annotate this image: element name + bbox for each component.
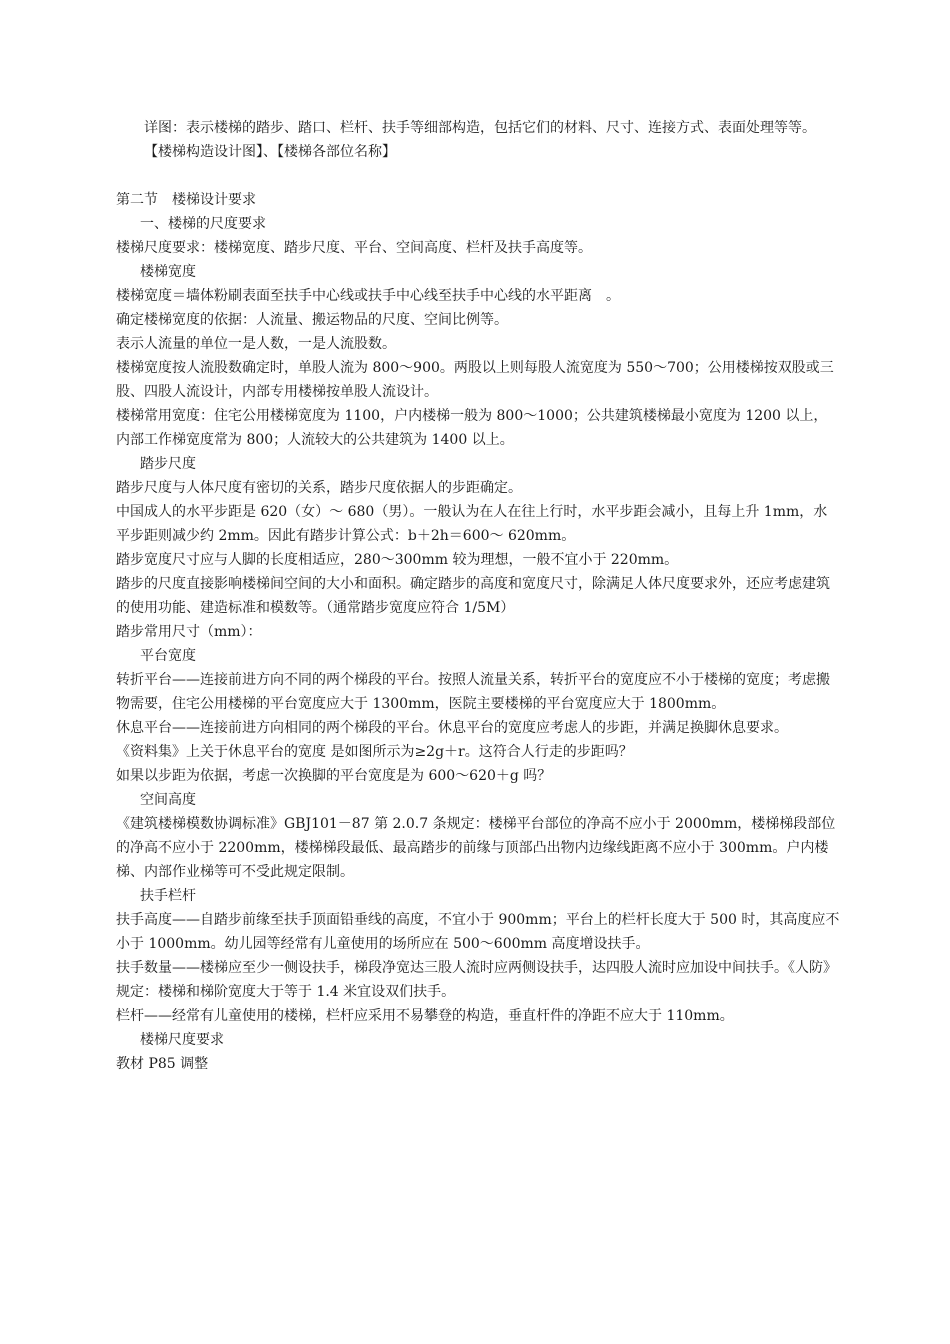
detail-paragraph: 详图：表示楼梯的踏步、踏口、栏杆、扶手等细部构造，包括它们的材料、尺寸、连接方式、表面处理等等。 — [144, 120, 816, 136]
heading-step-size: 踏步尺度 — [140, 456, 196, 472]
heading-scale-requirements: 楼梯尺度要求 — [140, 1032, 224, 1048]
reference-links: 【楼梯构造设计图】、【楼梯各部位名称】 — [144, 144, 396, 160]
heading-handrail: 扶手栏杆 — [140, 888, 196, 904]
document-body — [116, 116, 841, 1076]
spacer — [116, 164, 841, 188]
width-by-streams: 楼梯宽度按人流股数确定时，单股人流为 800～900。两股以上则每股人流宽度为 550～700；公用楼梯按双股或三股、四股人流设计，内部专用楼梯按单股人流设计。 — [116, 360, 834, 400]
step-influence: 踏步的尺度直接影响楼梯间空间的大小和面积。确定踏步的高度和宽度尺寸，除满足人体尺度要求外，还应考虑建筑的使用功能、建造标准和模数等。（通常踏步宽度应符合 1/5M） — [116, 576, 830, 616]
heading-headroom: 空间高度 — [140, 792, 196, 808]
heading-platform-width: 平台宽度 — [140, 648, 196, 664]
textbook-reference: 教材 P85 调整 — [116, 1056, 209, 1072]
handrail-count: 扶手数量——楼梯应至少一侧设扶手，梯段净宽达三股人流时应两侧设扶手，达四股人流时应加设中间扶手。《人防》规定：楼梯和梯阶宽度大于等于 1.4 米宜设双们扶手。 — [116, 960, 837, 1000]
scale-requirements: 楼梯尺度要求：楼梯宽度、踏步尺度、平台、空间高度、栏杆及扶手高度等。 — [116, 240, 592, 256]
rest-platform: 休息平台——连接前进方向相同的两个梯段的平台。休息平台的宽度应考虑人的步距，并满足换脚休息要求。 — [116, 720, 788, 736]
width-basis: 确定楼梯宽度的依据：人流量、搬运物品的尺度、空间比例等。 — [116, 312, 508, 328]
headroom-rule: 《建筑楼梯模数协调标准》GBJ101－87 第 2.0.7 条规定：楼梯平台部位的净高不应小于 2000mm，楼梯梯段部位的净高不应小于 2200mm，楼梯梯段最低、最高踏步的前缘与顶部凸出物内边缘线距离不应小于 300mm。户内楼梯、内部作业梯等可不受此规定限制。 — [116, 816, 836, 880]
width-definition: 楼梯宽度＝墙体粉刷表面至扶手中心线或扶手中心线至扶手中心线的水平距离 。 — [116, 288, 620, 304]
railing-rule: 栏杆——经常有儿童使用的楼梯，栏杆应采用不易攀登的构造，垂直杆件的净距不应大于 110mm。 — [116, 1008, 734, 1024]
section-title: 第二节 楼梯设计要求 — [116, 192, 256, 208]
flow-unit: 表示人流量的单位一是人数，一是人流股数。 — [116, 336, 396, 352]
handrail-height: 扶手高度——自踏步前缘至扶手顶面铅垂线的高度，不宜小于 900mm；平台上的栏杆长度大于 500 时，其高度应不小于 1000mm。幼儿园等经常有儿童使用的场所应在 500～600mm 高度增设扶手。 — [116, 912, 840, 952]
step-relation: 踏步尺度与人体尺度有密切的关系，踏步尺度依据人的步距确定。 — [116, 480, 522, 496]
turning-platform: 转折平台——连接前进方向不同的两个梯段的平台。按照人流量关系，转折平台的宽度应不小于楼梯的宽度；考虑搬物需要，住宅公用楼梯的平台宽度应大于 1300mm，医院主要楼梯的平台宽度应大于 1800mm。 — [116, 672, 830, 712]
step-formula: 中国成人的水平步距是 620（女）～ 680（男）。一般认为在人在往上行时，水平步距会减小，且每上升 1mm，水平步距则减少约 2mm。因此有踏步计算公式：b＋2h＝600～ 620mm。 — [116, 504, 828, 544]
tread-width: 踏步宽度尺寸应与人脚的长度相适应，280～300mm 较为理想，一般不宜小于 220mm。 — [116, 552, 679, 568]
subsection-title: 一、楼梯的尺度要求 — [140, 216, 266, 232]
common-widths: 楼梯常用宽度：住宅公用楼梯宽度为 1100，户内楼梯一般为 800～1000；公共建筑楼梯最小宽度为 1200 以上，内部工作梯宽度常为 800；人流较大的公共建筑为 1400 以上。 — [116, 408, 828, 448]
question-one: 《资料集》上关于休息平台的宽度 是如图所示为≥2g＋r。这符合人行走的步距吗？ — [116, 744, 633, 760]
question-two: 如果以步距为依据，考虑一次换脚的平台宽度是为 600～620＋g 吗？ — [116, 768, 552, 784]
common-step-sizes: 踏步常用尺寸（mm）： — [116, 624, 262, 640]
heading-stair-width: 楼梯宽度 — [140, 264, 196, 280]
